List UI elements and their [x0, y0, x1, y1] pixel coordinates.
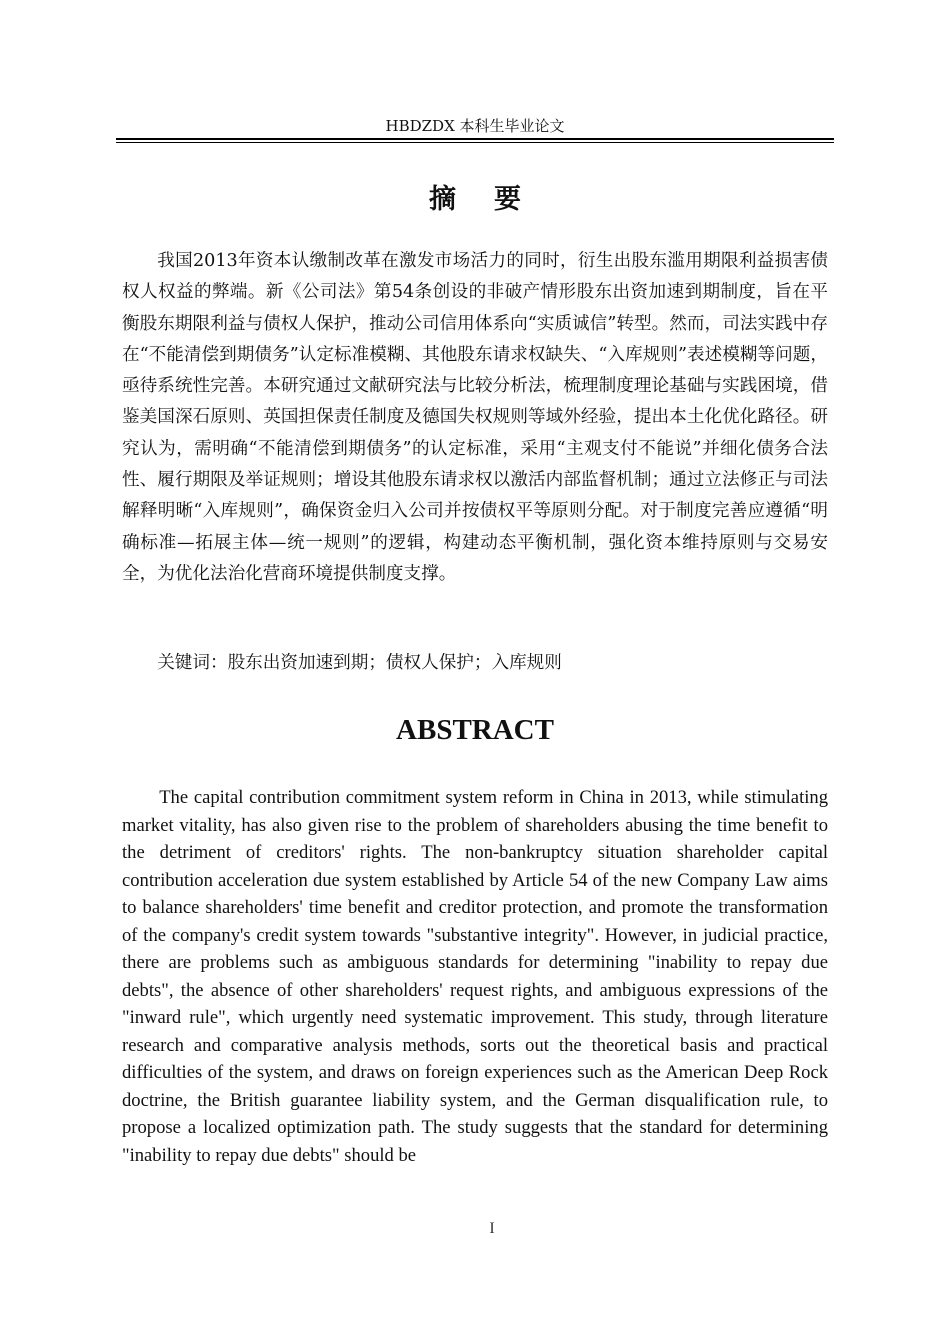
- page-number: I: [489, 1220, 495, 1237]
- header-rule-thin: [116, 142, 834, 143]
- running-header: HBDZDX 本科生毕业论文: [385, 117, 565, 135]
- header-rule-thick: [116, 138, 834, 140]
- english-abstract-title: ABSTRACT: [396, 714, 554, 746]
- chinese-abstract-title: 摘要: [429, 184, 559, 215]
- chinese-abstract-body: 我国2013年资本认缴制改革在激发市场活力的同时，衍生出股东滥用期限利益损害债权人权益的弊端。新《公司法》第54条创设的非破产情形股东出资加速到期制度，旨在平衡股东期限利益与债权人保护，推动公司信用体系向“实质诚信”转型。然而，司法实践中存在“不能清偿到期债务”认定标准模糊、其他股东请求权缺失、“入库规则”表述模糊等问题，亟待系统性完善。本研究通过文献研究法与比较分析法，梳理制度理论基础与实践困境，借鉴美国深石原则、英国担保责任制度及德国失权规则等域外经验，提出本土化优化路径。研究认为，需明确“不能清偿到期债务”的认定标准，采用“主观支付不能说”并细化债务合法性、履行期限及举证规则；增设其他股东请求权以激活内部监督机制；通过立法修正与司法解释明晰“入库规则”，确保资金归入公司并按债权平等原则分配。对于制度完善应遵循“明确标准—拓展主体—统一规则”的逻辑，构建动态平衡机制，强化资本维持原则与交易安全，为优化法治化营商环境提供制度支撑。: [122, 251, 828, 584]
- english-abstract-body: The capital contribution commitment system reform in China in 2013, while stimulating market vitality, has also given rise to the problem of shareholders abusing the time benefit to the detriment of creditors' rights. The non-bankruptcy situation shareholder capital contribution acceleration due system established by Article 54 of the new Company Law aims to balance shareholders' time benefit and creditor protection, and promote the transformation of the company's credit system towards "substantive integrity". However, in judicial practice, there are problems such as ambiguous standards for determining "inability to repay due debts", the absence of other shareholders' request rights, and ambiguous expressions of the "inward rule", which urgently need systematic improvement. This study, through literature research and comparative analysis methods, sorts out the theoretical basis and practical difficulties of the system, and draws on foreign experiences such as the American Deep Rock doctrine, the British guarantee liability system, and the German disqualification rule, to propose a localized optimization path. The study suggests that the standard for determining "inability to repay due debts" should be: [122, 787, 828, 1166]
- chinese-keywords: 关键词：股东出资加速到期；债权人保护；入库规则: [157, 653, 562, 673]
